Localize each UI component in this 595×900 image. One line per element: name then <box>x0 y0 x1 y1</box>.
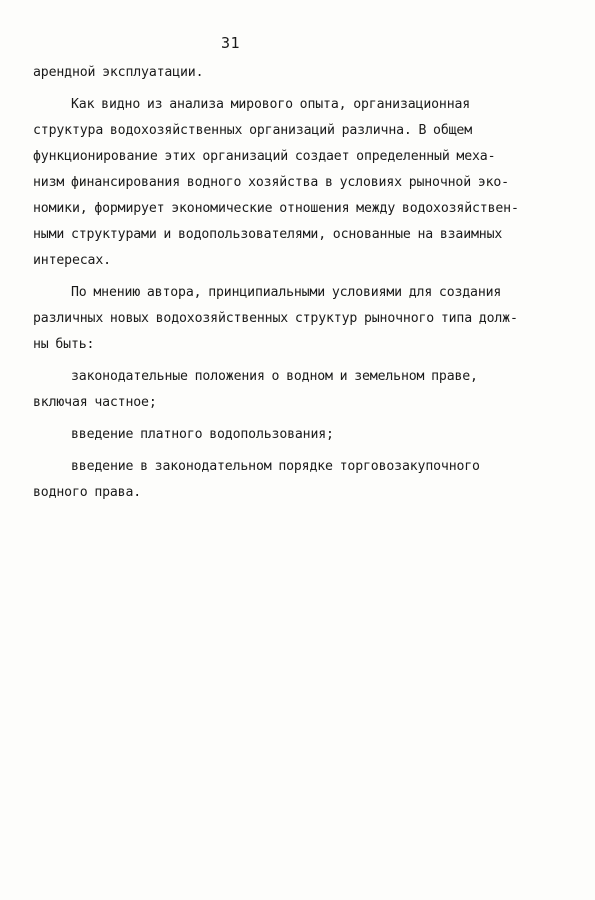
body-text <box>33 60 533 506</box>
text-line: введение в законодательном порядке торговозакупочного <box>71 459 480 474</box>
text-line: различных новых водохозяйственных структур рыночного типа долж- <box>33 311 518 326</box>
text-line: арендной эксплуатации. <box>33 65 204 80</box>
text-line: низм финансирования водного хозяйства в условиях рыночной эко- <box>33 175 509 190</box>
text-line: номики, формирует экономические отношения между водохозяйствен- <box>33 201 519 216</box>
text-line: интересах. <box>33 253 111 268</box>
text-line: По мнению автора, принципиальными условиями для создания <box>71 285 502 300</box>
text-line: включая частное; <box>33 395 157 410</box>
text-line: функционирование этих организаций создает определенный меха- <box>33 149 496 164</box>
text-line: структура водохозяйственных организаций различна. В общем <box>33 123 473 138</box>
text-line: законодательные положения о водном и земельном праве, <box>71 369 478 384</box>
text-line: Как видно из анализа мирового опыта, организационная <box>71 97 471 112</box>
text-line: ными структурами и водопользователями, основанные на взаимных <box>33 227 503 242</box>
text-line: введение платного водопользования; <box>71 427 334 442</box>
text-line: ны быть: <box>33 337 95 352</box>
page-number: 31 <box>221 34 241 52</box>
text-line: водного права. <box>33 485 142 500</box>
